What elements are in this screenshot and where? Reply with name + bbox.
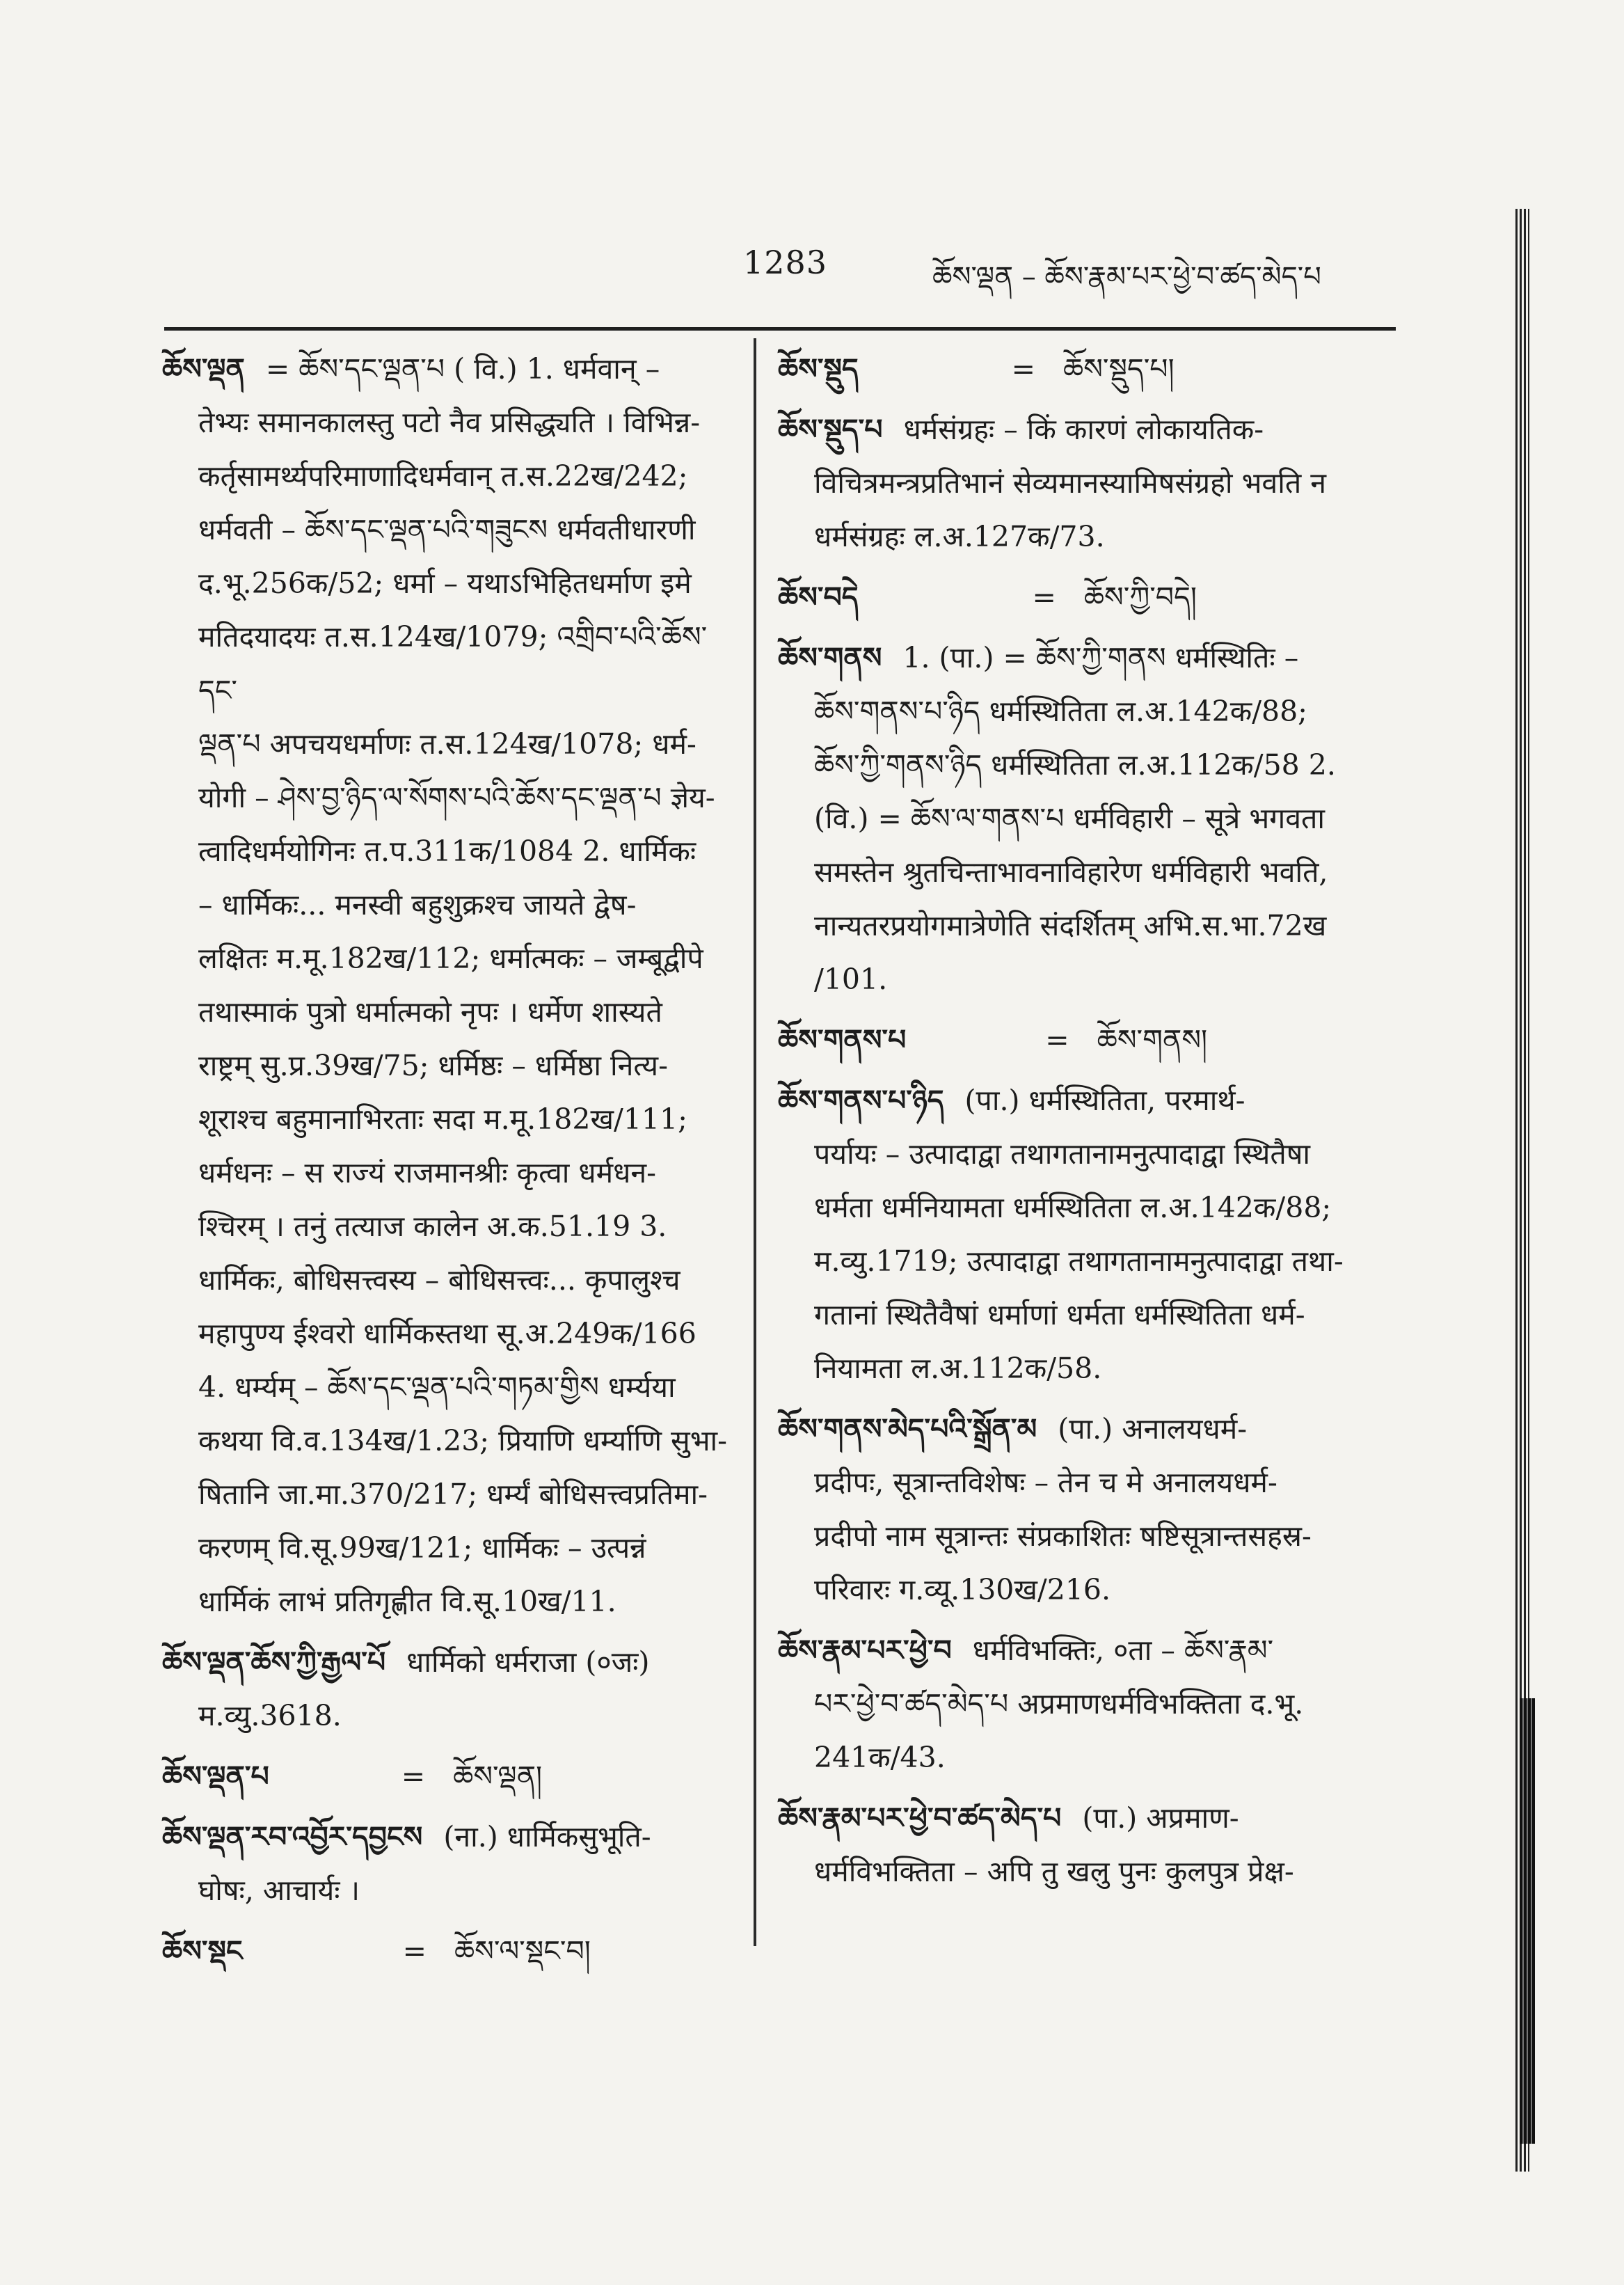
dictionary-entry <box>778 1624 1404 1785</box>
text-line: द.भू.256क/52; धर्मा – यथाऽभिहितधर्माण इमे <box>198 567 692 600</box>
headword: ཆོས་ལྡན་རབ་འབྱོར་དབྱངས <box>162 1820 423 1853</box>
headword: ཆོས་ལྡན་ཆོས་ཀྱི་རྒྱལ་པོ <box>162 1645 386 1679</box>
definition-first-line: 1. (पा.) = ཆོས་ཀྱི་གནས धर्मस्थितिः – <box>902 641 1299 674</box>
right-column <box>778 342 1404 1906</box>
text-line: घोषः, आचार्यः । <box>198 1874 360 1907</box>
cross-reference-target: ཆོས་ལྡན། <box>453 1760 543 1793</box>
dictionary-entry <box>778 1792 1404 1899</box>
top-rule <box>164 327 1396 331</box>
text-line: 241क/43. <box>814 1741 946 1774</box>
cross-reference-entry <box>162 1924 740 1978</box>
text-line: षितानि जा.मा.370/217; धर्म्यं बोधिसत्त्वप्रतिमा- <box>198 1478 708 1511</box>
text-line: कर्तृसामर्थ्यपरिमाणादिधर्मवान् त.स.22ख/242; <box>198 459 688 493</box>
headword: ཆོས་གནས་པ <box>778 1023 907 1057</box>
dictionary-entry <box>778 403 1404 564</box>
headword: ཆོས་གནས <box>778 641 882 674</box>
cross-reference-entry <box>778 571 1404 624</box>
text-line: समस्तेन श्रुतचिन्ताभावनाविहारेण धर्मविहारी भवति, <box>814 855 1328 889</box>
headword: ཆོས་རྣམ་པར་ཕྱེ་བ་ཚད་མེད་པ <box>778 1801 1062 1835</box>
headword: ཆོས་སྡུད <box>778 352 859 386</box>
text-line: པར་ཕྱེ་བ་ཚད་མེད་པ अप्रमाणधर्मविभक्तिता द.भू. <box>814 1687 1304 1721</box>
text-line: धार्मिकः, बोधिसत्त्वस्य – बोधिसत्त्वः... कृपालुश्च <box>198 1263 680 1297</box>
text-line: महापुण्य ईश्वरो धार्मिकस्तथा सू.अ.249क/166 <box>198 1317 696 1350</box>
headword: ཆོས་བདེ <box>778 580 859 614</box>
equals-sign: = <box>401 1760 426 1793</box>
dictionary-entry <box>778 1402 1404 1617</box>
cross-reference-target: ཆོས་གནས། <box>1097 1023 1208 1057</box>
equals-sign: = <box>1045 1023 1069 1057</box>
cross-reference-entry <box>162 1750 740 1803</box>
left-column <box>162 342 740 1985</box>
cross-reference-target: ཆོས་སྡུད་པ། <box>1063 352 1175 386</box>
headword: ཆོས་ལྡན་པ <box>162 1760 269 1793</box>
text-line: ལྡན་པ अपचयधर्माणः त.स.124ख/1078; धर्म- <box>198 727 696 761</box>
cross-reference-target: ཆོས་ཀྱི་བདེ། <box>1083 580 1197 614</box>
text-line: योगी – ཤེས་བྱ་ཉིད་ལ་སོགས་པའི་ཆོས་དང་ལྡན་པ ज्ञेय- <box>198 781 715 814</box>
dictionary-entry <box>162 342 740 1629</box>
text-line: (वि.) = ཆོས་ལ་གནས་པ धर्मविहारी – सूत्रे भगवता <box>814 802 1326 835</box>
headword: ཆོས་ལྡན <box>162 352 245 386</box>
text-line: – धार्मिकः... मनस्वी बहुशुक्रश्च जायते द्वेष- <box>198 888 637 922</box>
headword: ཆོས་གནས་པ་ཉིད <box>778 1084 944 1117</box>
text-line: म.व्यु.3618. <box>198 1699 342 1732</box>
equals-sign: = <box>1011 352 1036 386</box>
headword: ཆོས་སྡང <box>162 1934 243 1968</box>
text-line: नियामता ल.अ.112क/58. <box>814 1352 1102 1385</box>
definition-first-line: (पा.) अनालयधर्म- <box>1058 1412 1248 1446</box>
text-line: करणम् वि.सू.99ख/121; धार्मिकः – उत्पन्नं <box>198 1531 646 1565</box>
cross-reference-entry <box>778 1013 1404 1067</box>
text-line: विचित्रमन्त्रप्रतिभानं सेव्यमानस्यामिषसंग्रहो भवति न <box>814 466 1326 500</box>
text-line: 4. धर्म्यम् – ཆོས་དང་ལྡན་པའི་གཏམ་གྱིས धर्म्यया <box>198 1370 676 1404</box>
text-line: परिवारः ग.व्यू.130ख/216. <box>814 1573 1111 1606</box>
column-divider <box>754 338 756 1946</box>
text-line: राष्ट्रम् सु.प्र.39ख/75; धर्मिष्ठः – धर्मिष्ठा नित्य- <box>198 1049 668 1082</box>
definition-first-line: (पा.) धर्मस्थितिता, परमार्थ- <box>964 1084 1245 1117</box>
page-number: 1283 <box>743 244 828 281</box>
text-line: धर्मता धर्मनियामता धर्मस्थितिता ल.अ.142क/88; <box>814 1191 1332 1224</box>
definition-first-line: (पा.) अप्रमाण- <box>1082 1801 1239 1835</box>
headword: ཆོས་གནས་མེད་པའི་སྒྲོན་མ <box>778 1412 1037 1446</box>
text-line: शूराश्च बहुमानाभिरताः सदा म.मू.182ख/111; <box>198 1102 687 1136</box>
headword: ཆོས་སྡུད་པ <box>778 413 883 446</box>
text-line: प्रदीपो नाम सूत्रान्तः संप्रकाशितः षष्टिसूत्रान्तसहस्र- <box>814 1519 1312 1553</box>
cross-reference-entry <box>778 342 1404 396</box>
text-line: ཆོས་གནས་པ་ཉིད धर्मस्थितिता ल.अ.142क/88; <box>814 695 1307 728</box>
text-line: धर्मविभक्तिता – अपि तु खलु पुनः कुलपुत्र प्रेक्ष- <box>814 1855 1294 1888</box>
definition-first-line: धार्मिको धर्मराजा (०जः) <box>406 1645 650 1679</box>
definition-first-line: (ना.) धार्मिकसुभूति- <box>443 1820 651 1853</box>
text-line: त्वादिधर्मयोगिनः त.प.311क/1084 2. धार्मिकः <box>198 835 696 868</box>
text-line: लक्षितः म.मू.182ख/112; धर्मात्मकः – जम्बूद्वीपे <box>198 942 703 975</box>
text-line: म.व्यु.1719; उत्पादाद्वा तथागतानामनुत्पादाद्वा तथा- <box>814 1244 1344 1278</box>
dictionary-entry <box>778 631 1404 1006</box>
text-line: पर्यायः – उत्पादाद्वा तथागतानामनुत्पादाद्वा स्थितैषा <box>814 1137 1311 1171</box>
dictionary-entry <box>162 1810 740 1918</box>
running-head: ཆོས་ལྡན – ཆོས་རྣམ་པར་ཕྱེ་བ་ཚད་མེད་པ <box>932 261 1321 293</box>
equals-sign: = <box>402 1934 427 1968</box>
binding-edge-dark <box>1520 1698 1535 2144</box>
headword: ཆོས་རྣམ་པར་ཕྱེ་བ <box>778 1634 952 1667</box>
text-line: धर्मधनः – स राज्यं राजमानश्रीः कृत्वा धर्मधन- <box>198 1156 656 1189</box>
text-line: नान्यतरप्रयोगमात्रेणेति संदर्शितम् अभि.स.भा.72ख <box>814 909 1327 942</box>
text-line: धर्मवती – ཆོས་དང་ལྡན་པའི་གཟུངས धर्मवतीधारणी <box>198 513 696 546</box>
dictionary-entry <box>778 1074 1404 1395</box>
text-line: कथया वि.व.134ख/1.23; प्रियाणि धर्म्याणि सुभा- <box>198 1424 728 1457</box>
text-line: /101. <box>814 963 888 996</box>
text-line: प्रदीपः, सूत्रान्तविशेषः – तेन च मे अनालयधर्म- <box>814 1466 1277 1499</box>
definition-first-line: = ཆོས་དང་ལྡན་པ ( वि.) 1. धर्मवान् – <box>265 352 660 386</box>
dictionary-entry <box>162 1636 740 1743</box>
text-line: गतानां स्थितैवैषां धर्माणां धर्मता धर्मस्थितिता धर्म- <box>814 1298 1305 1331</box>
text-line: धार्मिकं लाभं प्रतिगृह्णीत वि.सू.10ख/11. <box>198 1585 616 1618</box>
text-line: ཆོས་ཀྱི་གནས་ཉིད धर्मस्थितिता ल.अ.112क/58 2. <box>814 748 1336 782</box>
cross-reference-target: ཆོས་ལ་སྡང་བ། <box>454 1934 591 1968</box>
equals-sign: = <box>1032 580 1056 614</box>
text-line: मतिदयादयः त.स.124ख/1079; འགྲིབ་པའི་ཆོས་དང་ <box>198 620 708 707</box>
text-line: धर्मसंग्रहः ल.अ.127क/73. <box>814 520 1105 553</box>
text-line: तेभ्यः समानकालस्तु पटो नैव प्रसिद्ध्यति । विभिन्न- <box>198 406 701 439</box>
definition-first-line: धर्मसंग्रहः – किं कारणं लोकायतिक- <box>903 413 1264 446</box>
text-line: श्चिरम् । तनुं तत्याज कालेन अ.क.51.19 3. <box>198 1210 667 1243</box>
text-line: तथास्माकं पुत्रो धर्मात्मको नृपः । धर्मेण शास्यते <box>198 995 662 1029</box>
definition-first-line: धर्मविभक्तिः, ०ता – ཆོས་རྣམ་ <box>972 1634 1274 1667</box>
